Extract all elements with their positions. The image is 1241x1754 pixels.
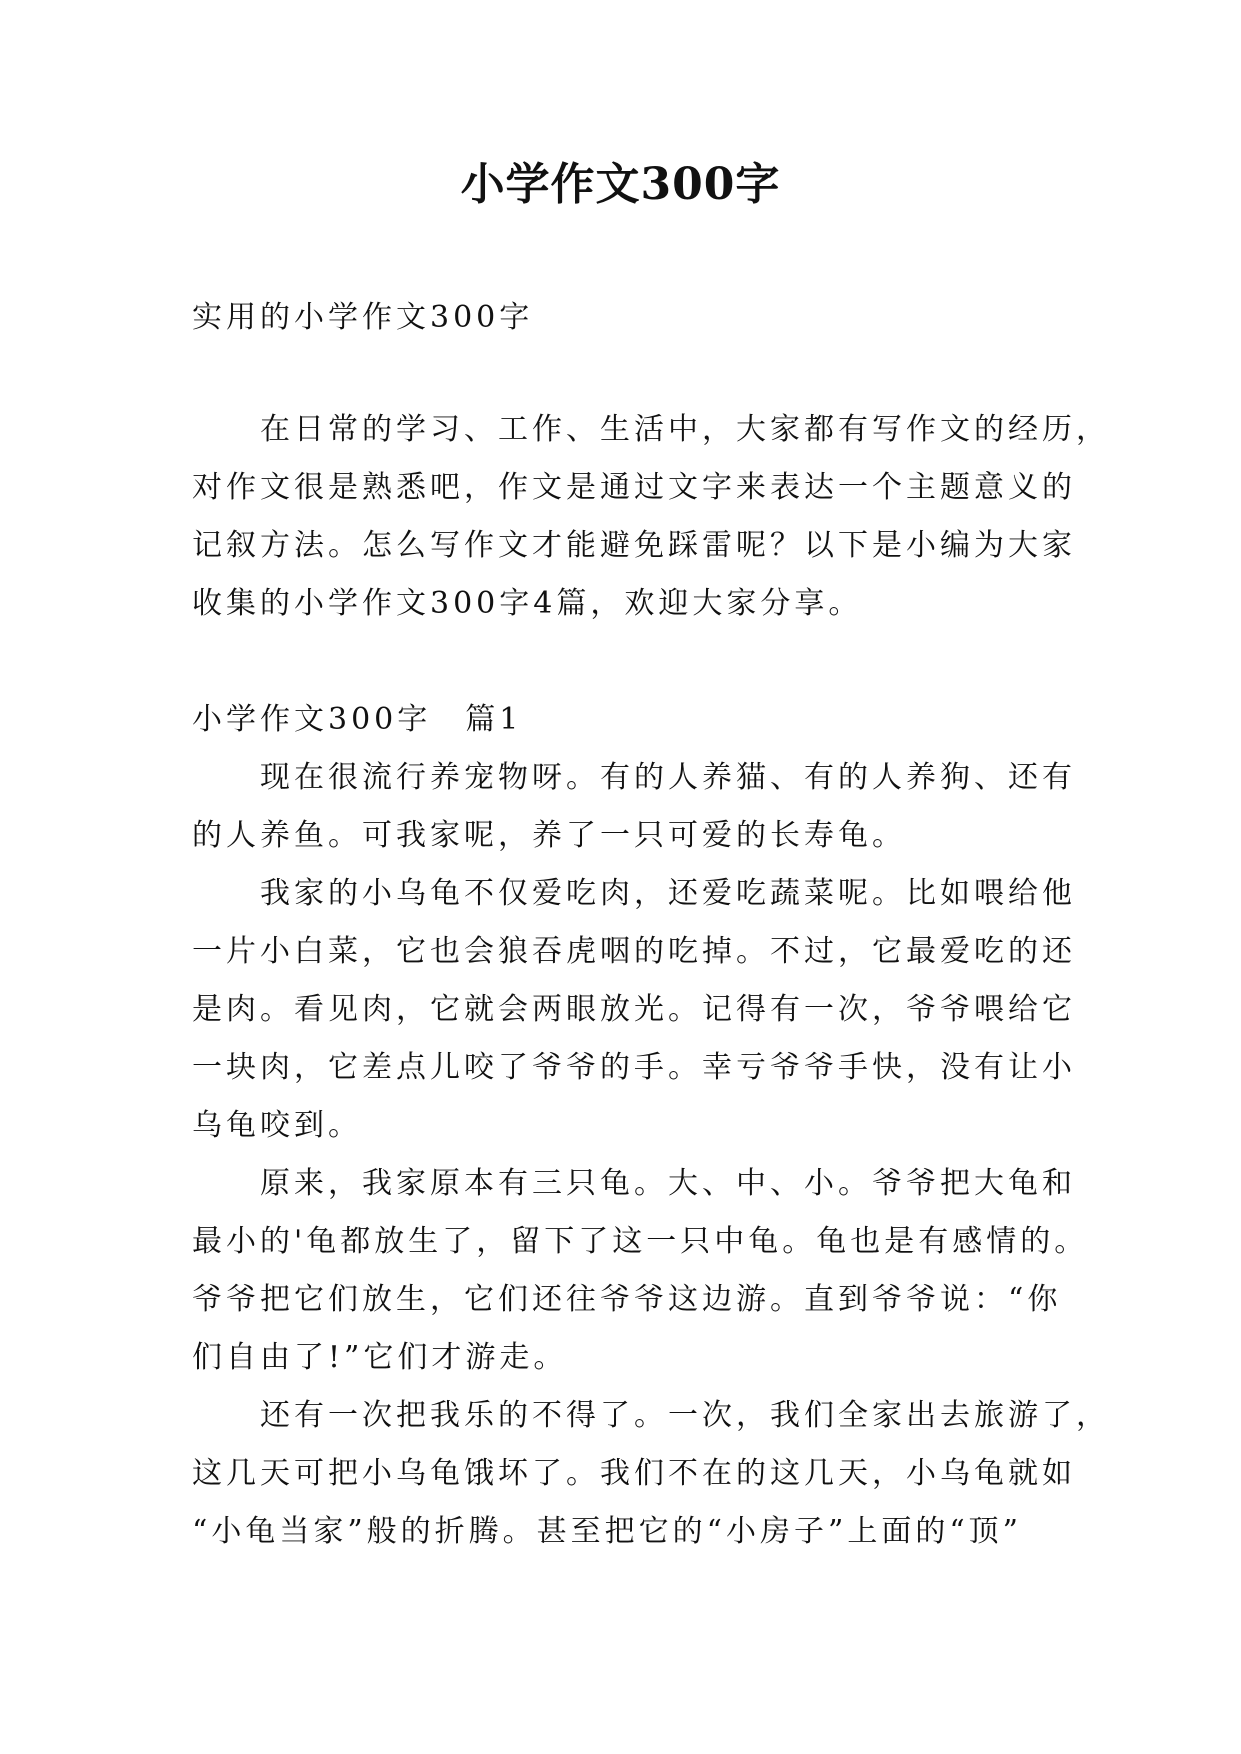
intro-line: 对作文很是熟悉吧，作文是通过文字来表达一个主题意义的	[192, 470, 1076, 505]
intro-line: 收集的小学作文300字4篇，欢迎大家分享。	[192, 586, 863, 621]
intro-line: 在日常的学习、工作、生活中，大家都有写作文的经历，	[192, 412, 1110, 447]
intro-line: 记叙方法。怎么写作文才能避免踩雷呢？以下是小编为大家	[192, 528, 1076, 563]
body-line: 乌龟咬到。	[192, 1108, 362, 1143]
body-line: 们自由了!”它们才游走。	[192, 1340, 568, 1375]
document-subtitle: 实用的小学作文300字	[192, 300, 534, 335]
body-line: 这几天可把小乌龟饿坏了。我们不在的这几天，小乌龟就如	[192, 1456, 1076, 1491]
body-line: 现在很流行养宠物呀。有的人养猫、有的人养狗、还有	[192, 760, 1076, 795]
body-line: 一片小白菜，它也会狼吞虎咽的吃掉。不过，它最爱吃的还	[192, 934, 1076, 969]
body-line: 是肉。看见肉，它就会两眼放光。记得有一次，爷爷喂给它	[192, 992, 1076, 1027]
body-line: “小龟当家”般的折腾。甚至把它的“小房子”上面的“顶”	[192, 1514, 1023, 1549]
body-line: 一块肉，它差点儿咬了爷爷的手。幸亏爷爷手快，没有让小	[192, 1050, 1076, 1085]
body-line: 最小的'龟都放生了，留下了这一只中龟。龟也是有感情的。	[192, 1224, 1089, 1259]
body-line: 我家的小乌龟不仅爱吃肉，还爱吃蔬菜呢。比如喂给他	[192, 876, 1076, 911]
body-line: 原来，我家原本有三只龟。大、中、小。爷爷把大龟和	[192, 1166, 1076, 1201]
document-title: 小学作文300字	[460, 159, 781, 210]
body-line: 爷爷把它们放生，它们还往爷爷这边游。直到爷爷说：“你	[192, 1282, 1062, 1317]
section-heading: 小学作文300字 篇1	[192, 702, 523, 737]
body-line: 还有一次把我乐的不得了。一次，我们全家出去旅游了，	[192, 1398, 1110, 1433]
body-line: 的人养鱼。可我家呢，养了一只可爱的长寿龟。	[192, 818, 906, 853]
